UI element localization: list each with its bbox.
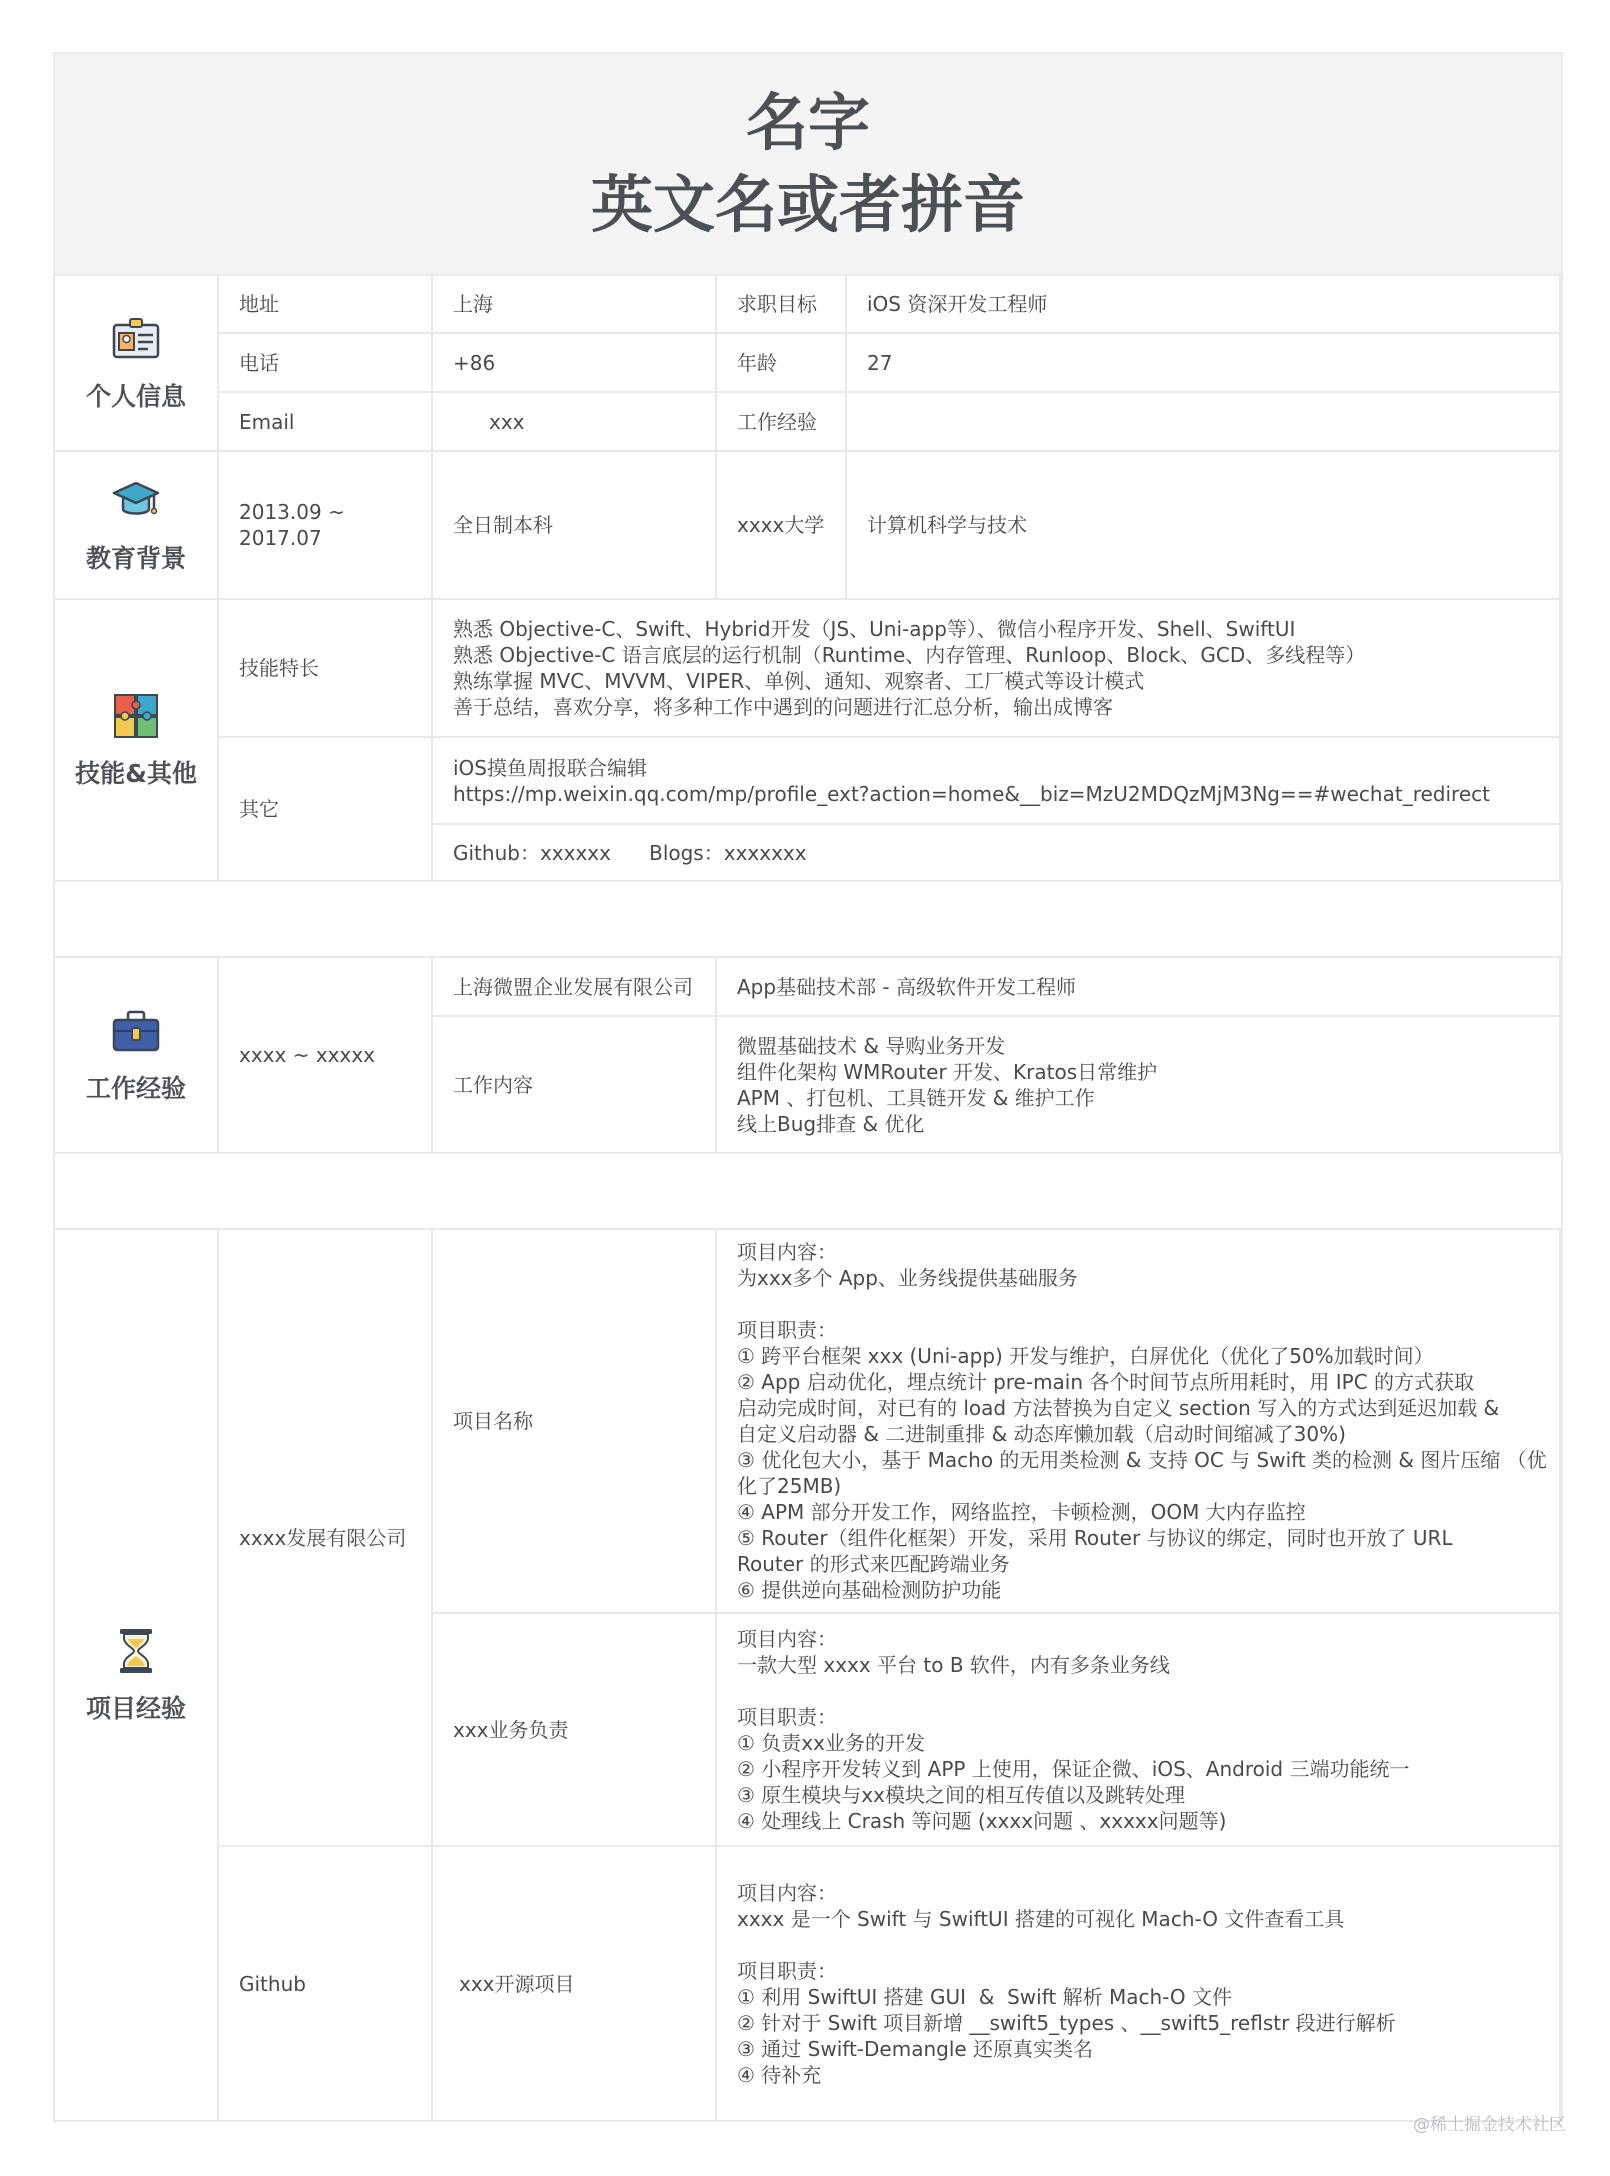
work-content-line: 组件化架构 WMRouter 开发、Kratos日常维护 — [737, 1059, 1158, 1084]
project-2-details — [717, 1614, 1561, 1847]
watermark-text: @稀土掘金技术社区 — [1413, 2115, 1566, 2135]
work-content-line: 微盟基础技术 & 导购业务开发 — [737, 1033, 1006, 1058]
section-spacer — [55, 1154, 1561, 1230]
skills-list — [433, 600, 1561, 738]
project-2-name: xxx业务负责 — [433, 1614, 717, 1847]
value-job-target: iOS 资深开发工程师 — [847, 274, 1561, 334]
label-work-experience: 工作经验 — [717, 393, 847, 452]
blank-line — [737, 1932, 1559, 1958]
puzzle-icon — [110, 690, 162, 742]
section-education — [55, 452, 219, 600]
work-role: App基础技术部 - 高级软件开发工程师 — [717, 958, 1561, 1017]
profile-link[interactable]: https://mp.weixin.qq.com/mp/profile_ext?action=home&__biz=MzU2MDQzMjM3Ng==#wechat_redirect — [453, 781, 1490, 806]
value-work-experience — [847, 393, 1561, 452]
skill-line: 善于总结，喜欢分享，将多种工作中遇到的问题进行汇总分析，输出成博客 — [453, 695, 1113, 719]
project-1-details — [717, 1230, 1561, 1614]
section-work — [55, 958, 219, 1154]
project-line: ③ 原生模块与xx模块之间的相互传值以及跳转处理 — [737, 1782, 1185, 1807]
project-line: ③ 通过 Swift-Demangle 还原真实类名 — [737, 2036, 1094, 2061]
project-3-details — [717, 1847, 1561, 2120]
label-phone: 电话 — [219, 334, 433, 393]
project-line: ② App 启动优化，埋点统计 pre-main 各个时间节点所用耗时，用 IPC 的方式获取 — [737, 1370, 1475, 1394]
label-job-target: 求职目标 — [717, 274, 847, 334]
project-line: xxxx 是一个 Swift 与 SwiftUI 搭建的可视化 Mach-O 文件查看工具 — [737, 1906, 1345, 1931]
project-line: ① 负责xx业务的开发 — [737, 1730, 925, 1755]
label-other: 其它 — [219, 738, 433, 882]
label-work-content: 工作内容 — [433, 1017, 717, 1154]
project-line: 自定义启动器 & 二进制重排 & 动态库懒加载（启动时间缩减了30%) — [737, 1422, 1346, 1446]
value-phone: +86 — [433, 334, 717, 393]
project-line: ② 针对于 Swift 项目新增 __swift5_types 、__swift5_reflstr 段进行解析 — [737, 2010, 1396, 2035]
work-period: xxxx ~ xxxxx — [219, 958, 433, 1154]
label-skills: 技能特长 — [219, 600, 433, 738]
other-line: iOS摸鱼周报联合编辑 — [453, 755, 647, 780]
project-line: 启动完成时间，对已有的 load 方法替换为自定义 section 写入的方式达到延迟加载 & — [737, 1396, 1500, 1420]
education-major: 计算机科学与技术 — [847, 452, 1561, 600]
skill-line: 熟悉 Objective-C 语言底层的运行机制（Runtime、内存管理、Runloop、Block、GCD、多线程等） — [453, 643, 1366, 667]
project-line: ④ APM 部分开发工作，网络监控，卡顿检测，OOM 大内存监控 — [737, 1500, 1306, 1524]
project-company-1: xxxx发展有限公司 — [219, 1230, 433, 1847]
project-line: ⑥ 提供逆向基础检测防护功能 — [737, 1578, 1002, 1602]
project-1-name: 项目名称 — [433, 1230, 717, 1614]
project-line: 一款大型 xxxx 平台 to B 软件，内有多条业务线 — [737, 1652, 1170, 1677]
github-blog-links — [433, 825, 1561, 882]
project-line: ③ 优化包大小，基于 Macho 的无用类检测 & 支持 OC 与 Swift 类的检测 & 图片压缩 （优 — [737, 1448, 1547, 1472]
project-line: 项目职责： — [737, 1704, 837, 1729]
section-label: 项目经验 — [85, 1694, 186, 1723]
project-line: ② 小程序开发转义到 APP 上使用，保证企微、iOS、Android 三端功能统一 — [737, 1756, 1410, 1781]
value-email: xxx — [433, 393, 717, 452]
project-line: 项目职责： — [737, 1318, 837, 1342]
project-line: ④ 待补充 — [737, 2062, 822, 2087]
project-line: Router 的形式来匹配跨端业务 — [737, 1552, 1010, 1576]
label-address: 地址 — [219, 274, 433, 334]
skill-line: 熟练掌握 MVC、MVVM、VIPER、单例、通知、观察者、工厂模式等设计模式 — [453, 669, 1145, 693]
section-projects — [55, 1230, 219, 2120]
section-skills — [55, 600, 219, 882]
resume-sheet — [53, 52, 1563, 2122]
name-title: 名字 — [745, 86, 870, 159]
project-line: 化了25MB) — [737, 1474, 842, 1498]
project-company-2: Github — [219, 1847, 433, 2120]
skill-line: 熟悉 Objective-C、Swift、Hybrid开发（JS、Uni-app等）、微信小程序开发、Shell、SwiftUI — [453, 617, 1296, 641]
work-content-line: 线上Bug排查 & 优化 — [737, 1111, 925, 1136]
project-line: 项目内容： — [737, 1240, 837, 1264]
hourglass-icon — [110, 1625, 162, 1677]
project-line: 项目内容： — [737, 1626, 837, 1651]
project-line: 为xxx多个 App、业务线提供基础服务 — [737, 1266, 1078, 1290]
section-personal-info — [55, 274, 219, 452]
project-line: ⑤ Router（组件化框架）开发，采用 Router 与协议的绑定，同时也开放了 URL — [737, 1526, 1453, 1550]
project-line: ① 利用 SwiftUI 搭建 GUI & Swift 解析 Mach-O 文件 — [737, 1984, 1233, 2009]
section-spacer — [55, 882, 1561, 958]
label-email: Email — [219, 393, 433, 452]
work-content-list — [717, 1017, 1561, 1154]
project-line: ④ 处理线上 Crash 等问题 (xxxx问题 、xxxxx问题等) — [737, 1808, 1227, 1833]
project-line: 项目内容： — [737, 1880, 837, 1905]
label-age: 年龄 — [717, 334, 847, 393]
links-line[interactable]: Github：xxxxxx Blogs：xxxxxxx — [453, 840, 807, 865]
other-info — [433, 738, 1561, 825]
blank-line — [737, 1291, 1559, 1317]
value-address: 上海 — [433, 274, 717, 334]
value-age: 27 — [847, 334, 1561, 393]
resume-header — [55, 54, 1561, 274]
work-content-line: APM 、打包机、工具链开发 & 维护工作 — [737, 1085, 1095, 1110]
education-degree: 全日制本科 — [433, 452, 717, 600]
work-company: 上海微盟企业发展有限公司 — [433, 958, 717, 1017]
section-label: 个人信息 — [85, 382, 186, 411]
graduation-cap-icon — [110, 475, 162, 527]
english-name-title: 英文名或者拼音 — [590, 168, 1025, 241]
project-3-name: xxx开源项目 — [433, 1847, 717, 2120]
section-label: 工作经验 — [85, 1074, 186, 1103]
education-period: 2013.09 ~ 2017.07 — [219, 452, 433, 600]
blank-line — [737, 1678, 1559, 1704]
project-line: 项目职责： — [737, 1958, 837, 1983]
briefcase-icon — [110, 1005, 162, 1057]
section-label: 技能&其他 — [75, 759, 197, 788]
education-school: xxxx大学 — [717, 452, 847, 600]
section-label: 教育背景 — [85, 544, 186, 573]
id-card-icon — [110, 313, 162, 365]
project-line: ① 跨平台框架 xxx (Uni-app) 开发与维护，白屏优化（优化了50%加载时间） — [737, 1344, 1434, 1368]
